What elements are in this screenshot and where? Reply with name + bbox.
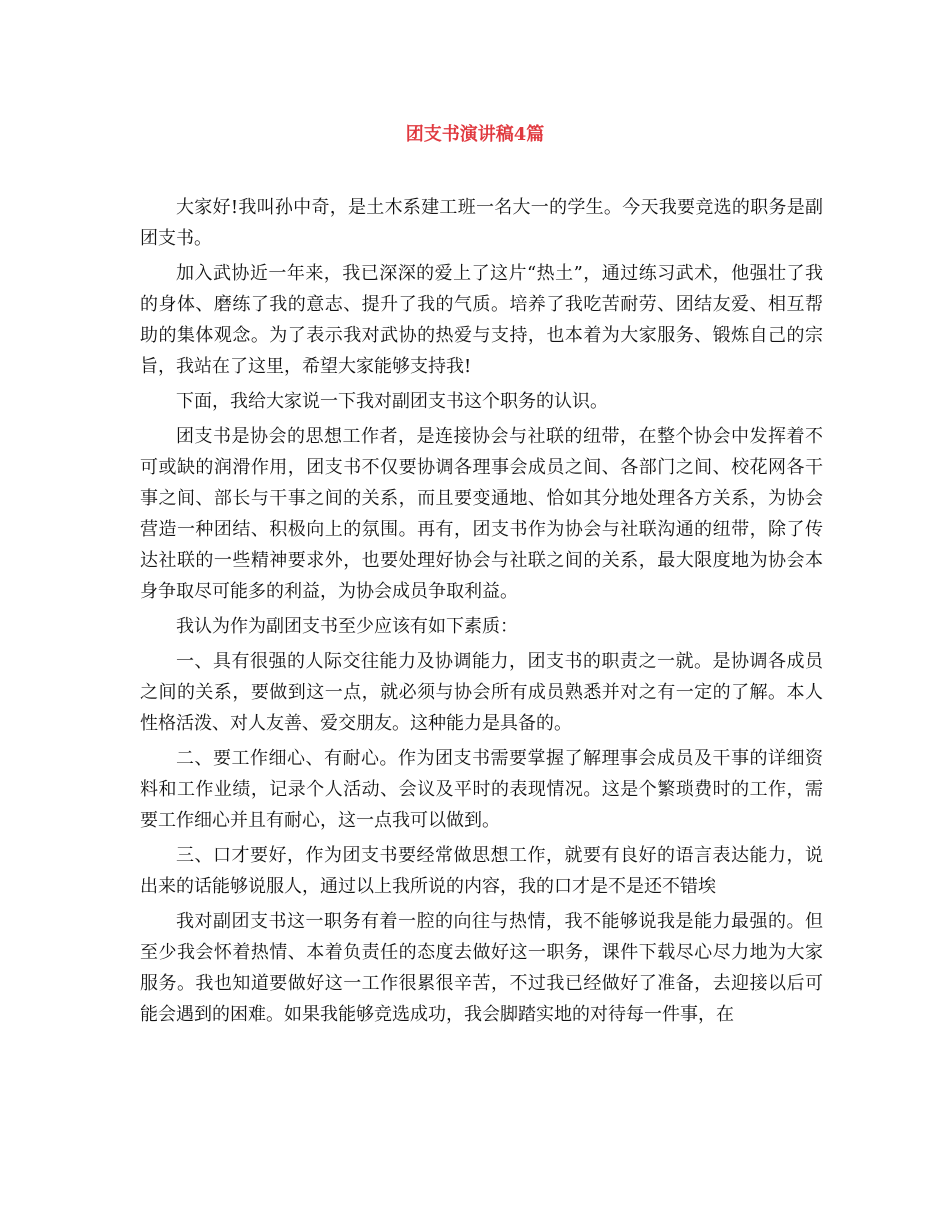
paragraph: 团支书是协会的思想工作者，是连接协会与社联的纽带，在整个协会中发挥着不可或缺的润滑作用，团支书不仅要协调各理事会成员之间、各部门之间、校花网各干事之间、部长与干事之间的关系，而且要变通地、恰如其分地处理各方关系，为协会营造一种团结、积极向上的氛围。再有，团支书作为协会与社联沟通的纽带，除了传达社联的一些精神要求外，也要处理好协会与社联之间的关系，最大限度地为协会本身争取尽可能多的利益，为协会成员争取利益。 xyxy=(140,426,823,602)
paragraph: 三、口才要好，作为团支书要经常做思想工作，就要有良好的语言表达能力，说出来的话能够说服人，通过以上我所说的内容，我的口才是不是还不错埃 xyxy=(140,845,823,897)
paragraph: 大家好!我叫孙中奇，是土木系建工班一名大一的学生。今天我要竞选的职务是副团支书。 xyxy=(140,197,823,249)
document-body xyxy=(140,192,823,1034)
paragraph: 二、要工作细心、有耐心。作为团支书需要掌握了解理事会成员及干事的详细资料和工作业绩，记录个人活动、会议及平时的表现情况。这是个繁琐费时的工作，需要工作细心并且有耐心，这一点我可以做到。 xyxy=(140,748,823,831)
document-title: 团支书演讲稿4篇 xyxy=(405,124,545,145)
paragraph: 我认为作为副团支书至少应该有如下素质： xyxy=(176,616,518,637)
paragraph: 一、具有很强的人际交往能力及协调能力，团支书的职责之一就。是协调各成员之间的关系，要做到这一点，就必须与协会所有成员熟悉并对之有一定的了解。本人性格活泼、对人友善、爱交朋友。这种能力是具备的。 xyxy=(140,651,823,734)
paragraph: 加入武协近一年来，我已深深的爱上了这片“热土”，通过练习武术，他强壮了我的身体、磨练了我的意志、提升了我的气质。培养了我吃苦耐劳、团结友爱、相互帮助的集体观念。为了表示我对武协的热爱与支持，也本着为大家服务、锻炼自己的宗旨，我站在了这里，希望大家能够支持我! xyxy=(140,263,823,377)
paragraph: 我对副团支书这一职务有着一腔的向往与热情，我不能够说我是能力最强的。但至少我会怀着热情、本着负责任的态度去做好这一职务，课件下载尽心尽力地为大家服务。我也知道要做好这一工作很累很辛苦，不过我已经做好了准备，去迎接以后可能会遇到的困难。如果我能够竞选成功，我会脚踏实地的对待每一件事，在 xyxy=(140,911,823,1025)
paragraph: 下面，我给大家说一下我对副团支书这个职务的认识。 xyxy=(176,391,608,412)
